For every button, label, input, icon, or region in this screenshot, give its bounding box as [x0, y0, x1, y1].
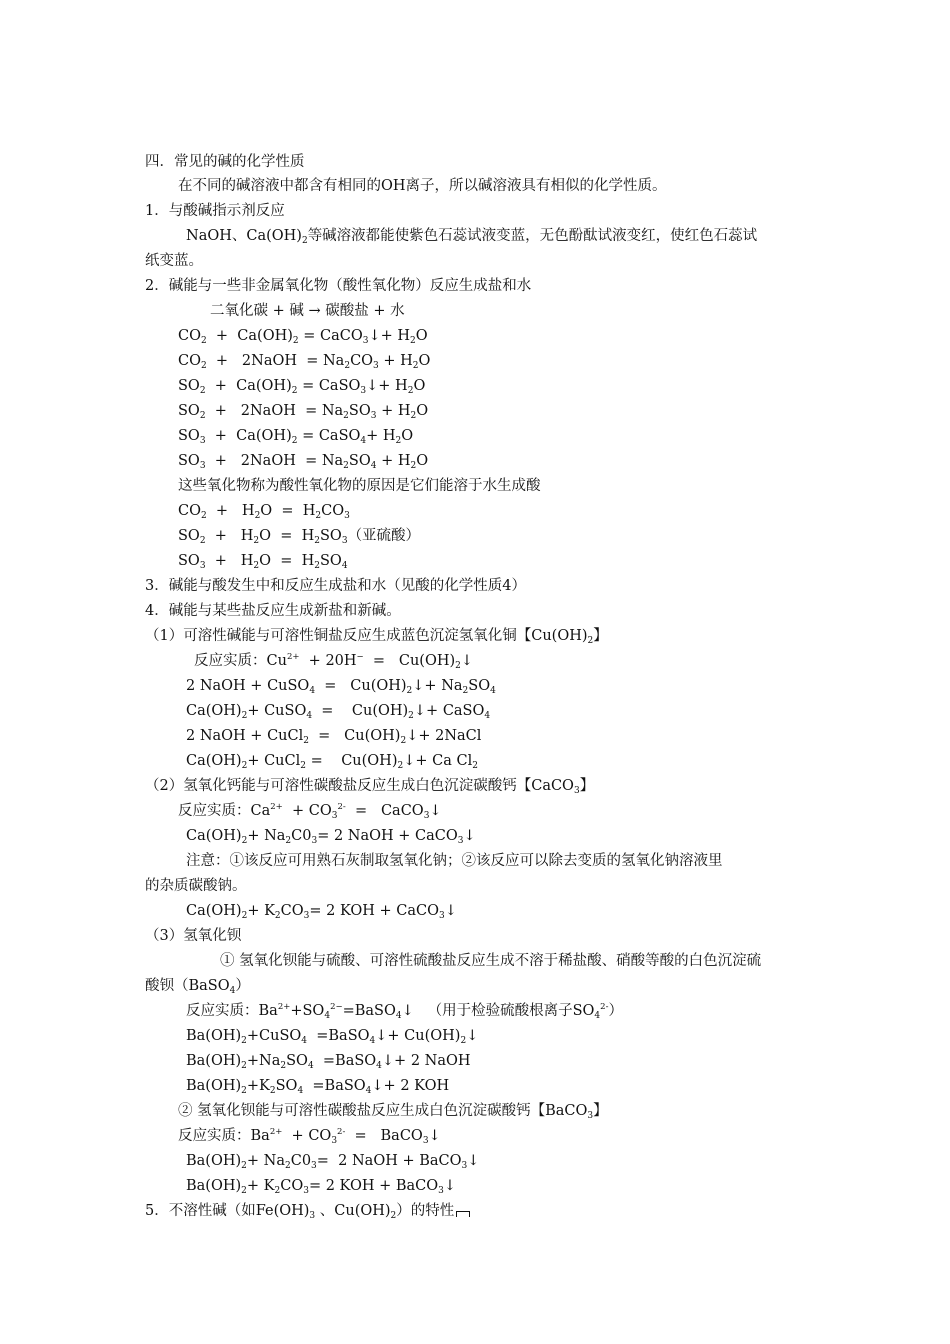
equation: $Ca(OH)_2+$ CuCl$_2$ = $Cu(OH)_2↓+ Ca$ $Cl_2$ — [186, 753, 478, 771]
s1-paragraph-line1: NaOH、$Ca(OH)_2$等碱溶液都能使紫色石蕊试液变蓝，无色酚酞试液变红，使红色石蕊试 — [186, 228, 758, 246]
equation: $SO_3$ + 2NaOH = $Na_2SO_4 + H_2O$ — [178, 453, 429, 471]
equation: 2 NaOH + CuCl$_2$ = $Cu(OH)_2↓+$ 2NaCl — [186, 728, 482, 746]
reaction-essence: 反应实质：$Cu^{2+} + 20H^-$ = $Cu(OH)_2↓$ — [194, 652, 474, 671]
s2-title — [145, 276, 531, 296]
equation: $SO_3 + Ca(OH)_2$ = CaSO$_4$+ $H_2O$ — [178, 428, 414, 446]
text-fragment: ② 氢氧化钡能与可溶性碳酸盐反应生成白色沉淀碳酸钙【BaCO — [178, 1103, 588, 1119]
s4-sub2-title: （2）氢氧化钙能与可溶性碳酸盐反应生成白色沉淀碳酸钙【CaCO$_3$】 — [145, 778, 595, 796]
text-fragment: 等碱溶液都能使紫色石蕊试液变蓝，无色酚酞试液变红，使红色石蕊试 — [307, 228, 758, 244]
paren-text: （亚硫酸） — [347, 528, 421, 544]
equation: $Ba(OH)_2+K_2SO_4$ =BaSO$_4$↓+ 2 KOH — [186, 1078, 450, 1096]
reaction-essence: 反应实质：$Ba^{2+}+SO_4^{2-}=BaSO_4↓$ （用于检验硫酸根离子$SO_4^{2-}$） — [186, 1002, 623, 1021]
s4-sub3-point1-line2: 酸钡（BaSO$_4$） — [145, 978, 250, 996]
s1-title-text: 1．与酸碱指示剂反应 — [145, 203, 285, 219]
s4-sub1-title: （1）可溶性碱能与可溶性铜盐反应生成蓝色沉淀氢氧化铜【$Cu(OH)_2$】 — [145, 628, 608, 646]
text-fragment: （1）可溶性碱能与可溶性铜盐反应生成蓝色沉淀氢氧化铜【Cu(OH) — [145, 628, 588, 644]
notice-line2 — [145, 876, 247, 896]
s1-title — [145, 201, 285, 221]
s4-sub3-title — [145, 926, 241, 946]
note-text: 这些氧化物称为酸性氧化物的原因是它们能溶于水生成酸 — [178, 478, 541, 494]
s4-sub3-point2: ② 氢氧化钡能与可溶性碳酸盐反应生成白色沉淀碳酸钙【BaCO$_3$】 — [178, 1103, 608, 1121]
equation: $SO_2$ + 2NaOH = $Na_2SO_3 + H_2O$ — [178, 403, 429, 421]
equation: $CO_2$ + 2NaOH = $Na_2CO_3 + H_2O$ — [178, 353, 431, 371]
equation: 2 NaOH + CuSO$_4$ = $Cu(OH)_2↓+ Na_2SO_4$ — [186, 678, 496, 696]
text-fragment: 、Cu(OH) — [315, 1203, 391, 1219]
text-fragment: 纸变蓝。 — [145, 253, 203, 269]
intro-paragraph — [178, 176, 667, 196]
essence-label: 反应实质： — [178, 1128, 251, 1144]
text-fragment: 】 — [593, 628, 608, 644]
s3-title-text: 3．碱能与酸发生中和反应生成盐和水（见酸的化学性质4） — [145, 578, 526, 594]
intro-text: 在不同的碱溶液中都含有相同的OH离子，所以碱溶液具有相似的化学性质。 — [178, 178, 667, 194]
text-fragment: 5．不溶性碱（如Fe(OH) — [145, 1203, 310, 1219]
equation: $Ba(OH)_2+Na_2SO_4$ =BaSO$_4$↓+ 2 NaOH — [186, 1053, 471, 1071]
notice-text: 的杂质碳酸钠。 — [145, 878, 247, 894]
text-fragment: （2）氢氧化钙能与可溶性碳酸盐反应生成白色沉淀碳酸钙【CaCO — [145, 778, 574, 794]
equation: $Ba(OH)_2+ K_2CO_3= 2$ KOH + BaCO$_3$↓ — [186, 1178, 457, 1196]
essence-label: 反应实质： — [194, 653, 267, 669]
essence-label: 反应实质： — [178, 803, 251, 819]
section-heading — [145, 152, 305, 172]
notice-text: 注意：①该反应可用熟石灰制取氢氧化钠；②该反应可以除去变质的氢氧化钠溶液里 — [186, 853, 723, 869]
general-equation-text: 二氧化碳 + 碱 → 碳酸盐 + 水 — [210, 303, 405, 319]
text-fragment: （3）氢氧化钡 — [145, 928, 242, 944]
s2-title-text: 2．碱能与一些非金属氧化物（酸性氧化物）反应生成盐和水 — [145, 278, 532, 294]
text-fragment: （用于检验硫酸根离子SO — [427, 1003, 595, 1019]
equation: $SO_2 + Ca(OH)_2$ = CaSO$_3$↓+ $H_2O$ — [178, 378, 426, 396]
s1-paragraph-line2 — [145, 251, 203, 271]
s5-title: 5．不溶性碱（如$Fe(OH)_3$ 、$Cu(OH)_2$）的特性 — [145, 1201, 470, 1221]
equation: $Ba(OH)_2+CuSO_4$ =BaSO$_4$↓+ $Cu(OH)_2↓$ — [186, 1028, 479, 1046]
text-fragment: ） — [235, 978, 250, 994]
text-fragment: NaOH、Ca(OH) — [186, 228, 302, 244]
text-fragment: ） — [608, 1003, 623, 1019]
cursor-bracket-icon — [456, 1211, 470, 1217]
essence-label: 反应实质： — [186, 1003, 259, 1019]
equation: $SO_2 + H_2O = H_2SO_3$（亚硫酸） — [178, 528, 421, 546]
equation: $SO_3 + H_2O = H_2SO_4$ — [178, 553, 348, 571]
text-fragment: 】 — [593, 1103, 608, 1119]
equation: $Ba(OH)_2+ Na_2C0_3= 2$ NaOH + BaCO$_3$↓ — [186, 1153, 480, 1171]
s4-sub3-point1-line1 — [220, 951, 761, 971]
notice-line1 — [186, 851, 723, 871]
s2-note — [178, 476, 541, 496]
text-fragment: 酸钡（BaSO — [145, 978, 230, 994]
equation: $Ca(OH)_2+$ CuSO$_4$ = $Cu(OH)_2↓+$ CaSO$_4$ — [186, 703, 491, 721]
equation: $Ca(OH)_2+ K_2CO_3= 2$ KOH + CaCO$_3$↓ — [186, 903, 457, 921]
s4-title — [145, 601, 401, 621]
equation: $Ca(OH)_2+ Na_2C0_3= 2$ NaOH + CaCO$_3$↓ — [186, 828, 476, 846]
text-fragment: ）的特性 — [396, 1203, 455, 1219]
s4-title-text: 4．碱能与某些盐反应生成新盐和新碱。 — [145, 603, 401, 619]
s3-title — [145, 576, 526, 596]
text-fragment: ① 氢氧化钡能与硫酸、可溶性硫酸盐反应生成不溶于稀盐酸、硝酸等酸的白色沉淀硫 — [220, 953, 762, 969]
s2-general-equation — [210, 301, 405, 321]
heading-text: 四．常见的碱的化学性质 — [145, 154, 305, 170]
equation: $CO_2 + Ca(OH)_2$ = CaCO$_3$↓+ $H_2O$ — [178, 328, 428, 346]
reaction-essence: 反应实质：$Ba^{2+} + CO_3^{2-}$ = BaCO$_3$↓ — [178, 1127, 441, 1146]
reaction-essence: 反应实质：$Ca^{2+} + CO_3^{2-}$ = CaCO$_3$↓ — [178, 802, 442, 821]
text-fragment: 】 — [579, 778, 595, 794]
equation: $CO_2 + H_2O = H_2CO_3$ — [178, 503, 350, 521]
